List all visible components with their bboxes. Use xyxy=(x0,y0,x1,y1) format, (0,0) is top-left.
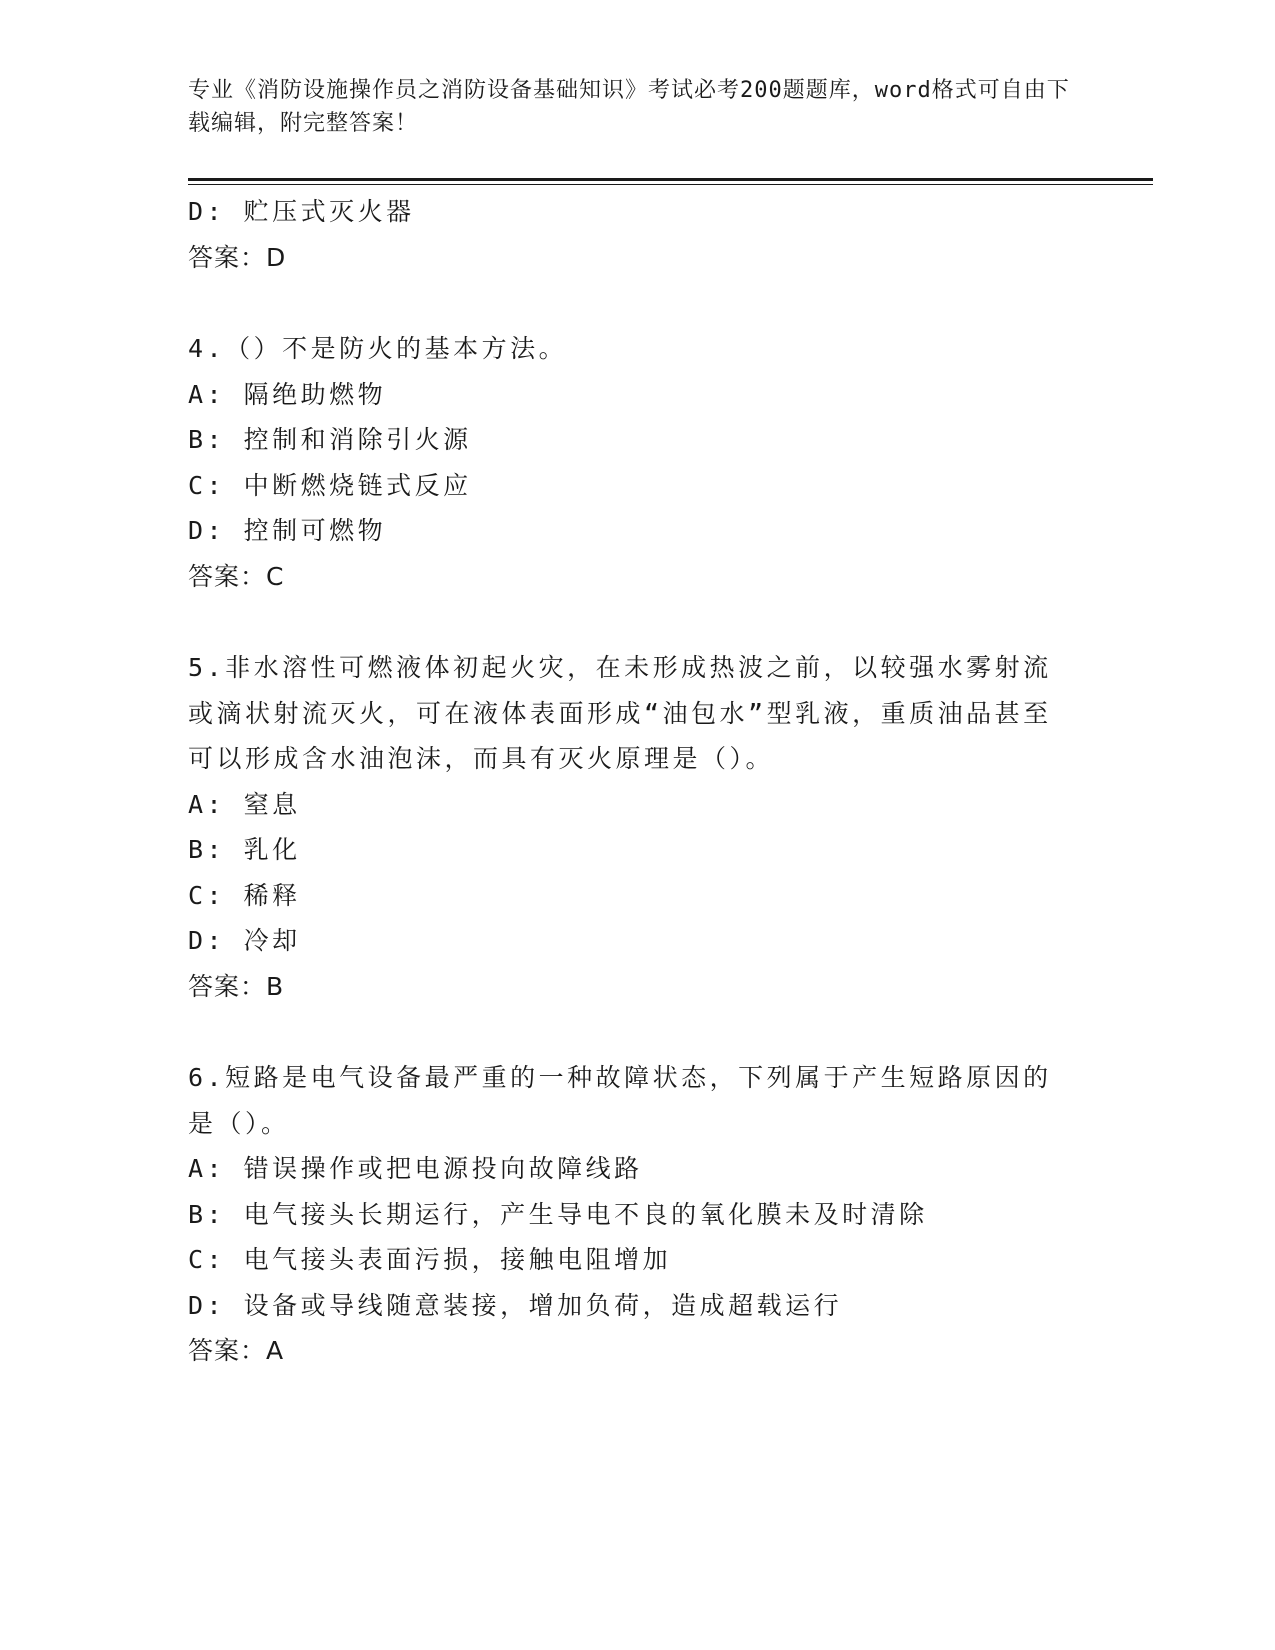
option-a: A: 窒息 xyxy=(188,789,301,819)
answer-line: 答案：B xyxy=(188,971,285,1001)
spacer xyxy=(188,280,1068,326)
option-d: D: 设备或导线随意装接，增加负荷，造成超载运行 xyxy=(188,1290,843,1320)
header-divider-thick xyxy=(188,178,1153,181)
option-c: C: 中断燃烧链式反应 xyxy=(188,470,472,500)
option-b: B: 控制和消除引火源 xyxy=(188,425,472,454)
question-5 xyxy=(188,645,1068,1009)
question-6 xyxy=(188,1055,1068,1374)
header-divider-thin xyxy=(188,184,1153,185)
option-d: D: 冷却 xyxy=(188,926,301,955)
option-a: A: 错误操作或把电源投向故障线路 xyxy=(188,1154,643,1183)
option-b: B: 乳化 xyxy=(188,835,301,864)
spacer xyxy=(188,1009,1068,1055)
answer-line: 答案：D xyxy=(188,242,287,272)
option-c: C: 稀释 xyxy=(188,880,301,910)
question-stem: 5.非水溶性可燃液体初起火灾，在未形成热波之前，以较强水雾射流或滴状射流灭火，可在液体表面形成“油包水”型乳液，重质油品甚至可以形成含水油泡沫，而具有灭火原理是（）。 xyxy=(188,653,1052,773)
answer-line: 答案：A xyxy=(188,1336,285,1365)
question-content xyxy=(188,189,1068,1374)
question-stem: 6.短路是电气设备最严重的一种故障状态，下列属于产生短路原因的是（）。 xyxy=(188,1063,1052,1138)
option-d: D: 贮压式灭火器 xyxy=(188,197,415,226)
question-4 xyxy=(188,326,1068,599)
option-a: A: 隔绝助燃物 xyxy=(188,379,387,409)
document-header: 专业《消防设施操作员之消防设备基础知识》考试必考200题题库，word格式可自由下载编辑，附完整答案！ xyxy=(188,78,1070,136)
answer-line: 答案：C xyxy=(188,561,285,591)
option-c: C: 电气接头表面污损，接触电阻增加 xyxy=(188,1245,672,1274)
option-d: D: 控制可燃物 xyxy=(188,516,387,545)
option-b: B: 电气接头长期运行，产生导电不良的氧化膜未及时清除 xyxy=(188,1199,928,1229)
question-stem: 4.（）不是防火的基本方法。 xyxy=(188,334,568,363)
spacer xyxy=(188,599,1068,645)
